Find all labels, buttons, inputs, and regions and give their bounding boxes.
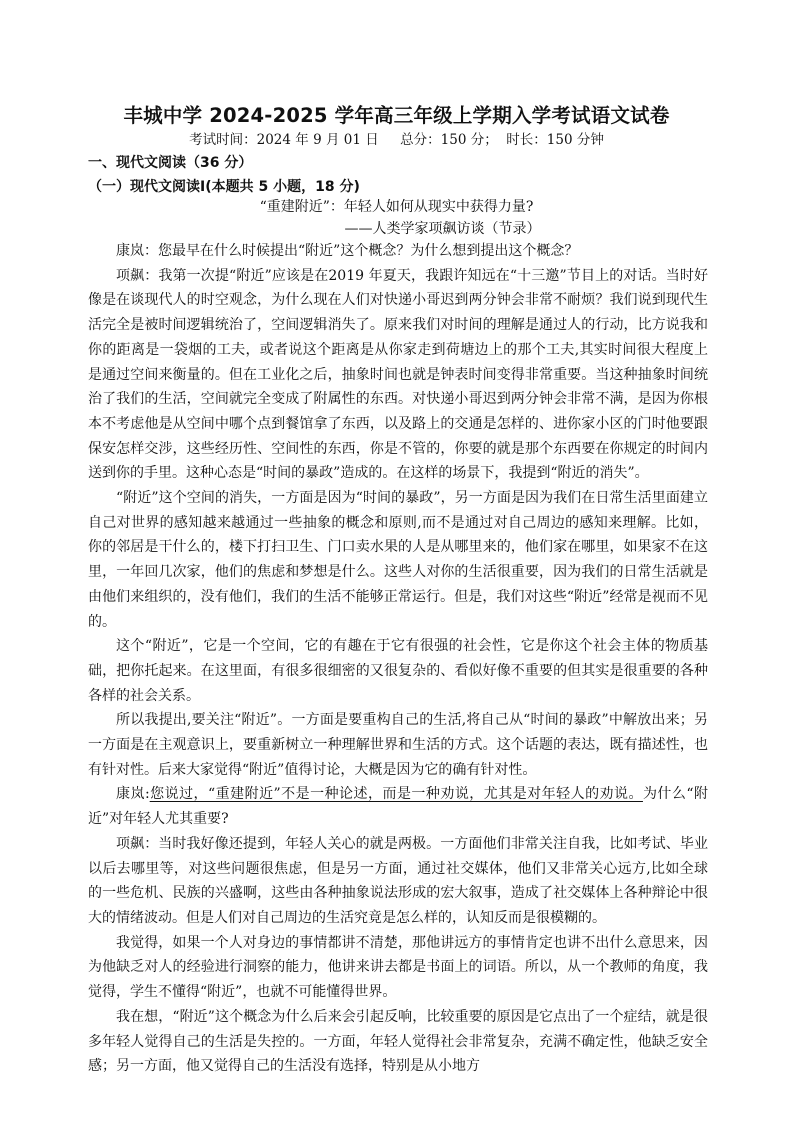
- paragraph: 康岚：您最早在什么时候提出“附近”这个概念？为什么想到提出这个概念？: [116, 243, 579, 259]
- paragraph-question: [88, 782, 708, 831]
- paragraph: 我觉得，如果一个人对身边的事情都讲不清楚，那他讲远方的事情肯定也讲不出什么意思来，因为他缺乏对人的经验进行洞察的能力，他讲来讲去都是书面上的词语。所以，从一个教师的角度，我觉得，学生不懂得“附近”，也就不可能懂得世界。: [88, 934, 708, 1001]
- paragraph: 这个“附近”，它是一个空间，它的有趣在于它有很强的社会性，它是你这个社会主体的物质基础，把你托起来。在这里面，有很多很细密的又很复杂的、看似好像不重要的但其实是很重要的各种各样的社会关系。: [88, 638, 708, 704]
- exam-info: 考试时间：2024 年 9 月 01 日 总分：150 分； 时长：150 分钟: [189, 132, 604, 148]
- passage-body: [88, 239, 708, 1079]
- paragraph: 项飙：我第一次提“附近”应该是在2019 年夏天，我跟许知远在“十三邀”节目上的对话。当时好像是在谈现代人的时空观念，为什么现在人们对快递小哥迟到两分钟会非常不耐烦？我们说到现代生活完全是被时间逻辑统治了，空间逻辑消失了。原来我们对时间的理解是通过人的行动，比方说我和你的距离是一袋烟的工夫，或者说这个距离是从你家走到荷塘边上的那个工夫,其实时间很大程度上是通过空间来衡量的。但在工业化之后，抽象时间也就是钟表时间变得非常重要。当这种抽象时间统治了我们的生活，空间就完全变成了附属性的东西。对快递小哥迟到两分钟会非常不满，是因为你根本不考虑他是从空间中哪个点到餐馆拿了东西，以及路上的交通是怎样的、进你家小区的门时他要跟保安怎样交涉，这些经历性、空间性的东西，你是不管的，你要的就是那个东西要在你规定的时间内送到你的手里。这种心态是“时间的暴政”造成的。在这样的场景下，我提到“附近的消失”。: [88, 267, 708, 482]
- speaker-label: 康岚:: [116, 786, 150, 803]
- question-text: 为什么“附近”对年轻人尤其重要?: [88, 786, 708, 828]
- paragraph: 所以我提出,要关注“附近”。一方面是要重构自己的生活,将自己从“时间的暴政”中解放出来；另一方面是在主观意识上，要重新树立一种理解世界和生活的方式。这个话题的表达，既有描述性，也有针对性。后来大家觉得“附近”值得讨论，大概是因为它的确有针对性。: [88, 712, 708, 778]
- exam-title: 丰城中学 2024-2025 学年高三年级上学期入学考试语文试卷: [123, 104, 670, 127]
- paragraph: 项飙：当时我好像还提到，年轻人关心的就是两极。一方面他们非常关注自我，比如考试、毕业以后去哪里等，对这些问题很焦虑，但是另一方面，通过社交媒体，他们又非常关心远方,比如全球的一些危机、民族的兴盛啊，这些由各种抽象说法形成的宏大叙事，造成了社交媒体上各种辩论中很大的情绪波动。但是人们对自己周边的生活究竟是怎么样的，认知反而是很模糊的。: [88, 835, 708, 926]
- passage-source: ——人类学家项飙访谈（节录）: [344, 221, 541, 237]
- section-heading: 一、现代文阅读（36 分）: [88, 155, 253, 171]
- paragraph: “附近”这个空间的消失，一方面是因为“时间的暴政”，另一方面是因为我们在日常生活里面建立自己对世界的感知越来越通过一些抽象的概念和原则,而不是通过对自己周边的感知来理解。比如，你的邻居是干什么的，楼下打扫卫生、门口卖水果的人是从哪里来的，他们家在哪里，如果家不在这里，一年回几次家，他们的焦虑和梦想是什么。这些人对你的生活很重要，因为我们的日常生活就是由他们来组织的，没有他们，我们的生活不能够正常运行。但是，我们对这些“附近”经常是视而不见的。: [88, 490, 708, 630]
- paragraph: 我在想，“附近”这个概念为什么后来会引起反响，比较重要的原因是它点出了一个症结，就是很多年轻人觉得自己的生活是失控的。一方面，年轻人觉得社会非常复杂，充满不确定性，他缺乏安全感；另一方面，他又觉得自己的生活没有选择，特别是从小地方: [88, 1008, 708, 1075]
- passage-title: “重建附近”：年轻人如何从现实中获得力量?: [259, 199, 534, 215]
- underlined-quote: 您说过，“重建附近”不是一种论述，而是一种劝说，尤其是对年轻人的劝说。: [149, 786, 643, 803]
- subsection-heading: （一）现代文阅读Ⅰ(本题共 5 小题，18 分): [88, 179, 360, 195]
